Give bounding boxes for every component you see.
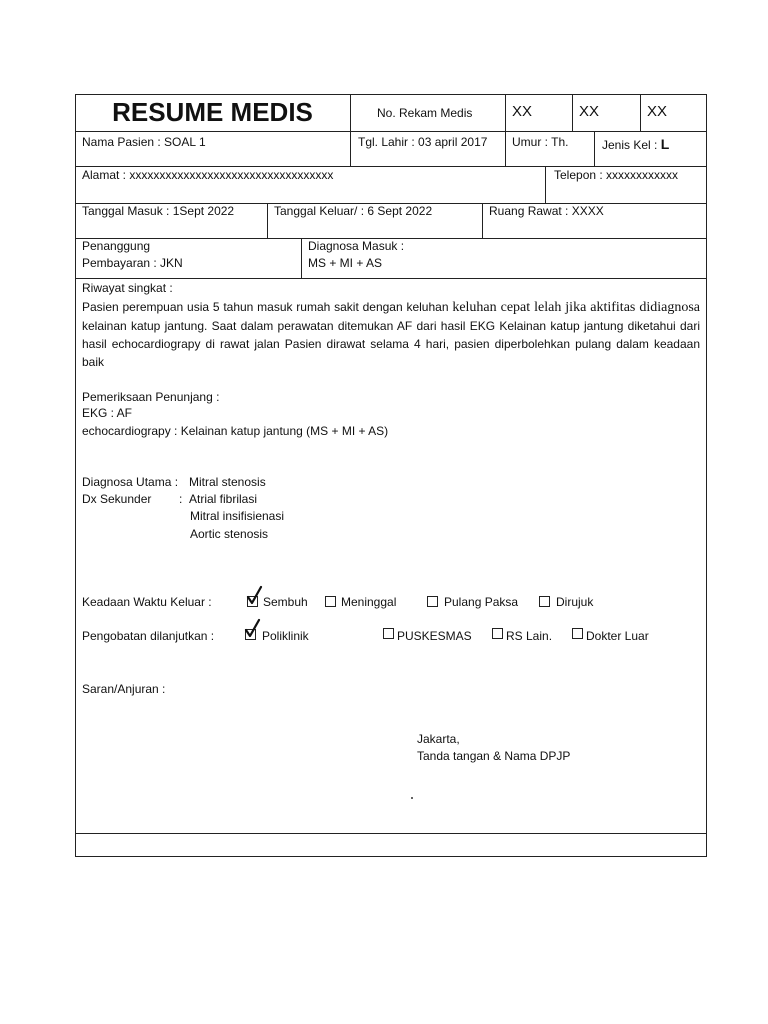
penunjang-label: Pemeriksaan Penunjang : <box>82 390 220 404</box>
form-title: RESUME MEDIS <box>112 97 313 127</box>
dx-sekunder-item: Atrial fibrilasi <box>189 492 258 506</box>
rekam-medis-value-3: XX <box>647 103 668 120</box>
riwayat-text-part1: Pasien perempuan usia 5 tahun masuk rumah sakit dengan keluhan <box>82 300 453 314</box>
col-divider <box>594 131 595 166</box>
checkbox-puskesmas[interactable] <box>383 628 394 639</box>
checkbox-meninggal[interactable] <box>325 596 336 607</box>
alamat: Alamat : xxxxxxxxxxxxxxxxxxxxxxxxxxxxxxxxxx <box>82 168 334 182</box>
penanggung-label: Penanggung <box>82 239 151 253</box>
rekam-medis-value-2: XX <box>579 103 600 120</box>
col-divider <box>640 94 641 131</box>
col-divider <box>350 94 351 166</box>
jenis-kelamin <box>602 136 669 153</box>
riwayat-text-serif: keluhan cepat lelah jika aktifitas didiagnosa <box>452 300 700 315</box>
diagnosa-utama-value: Mitral stenosis <box>189 475 266 489</box>
rekam-medis-label: No. Rekam Medis <box>377 106 473 120</box>
col-divider <box>267 203 268 238</box>
dx-sekunder-label: Dx Sekunder <box>82 492 152 506</box>
tanggal-keluar: Tanggal Keluar/ : 6 Sept 2022 <box>274 204 433 218</box>
option-sembuh: Sembuh <box>263 595 308 609</box>
row-divider <box>75 833 707 834</box>
option-dokter-luar: Dokter Luar <box>586 629 649 643</box>
keadaan-label: Keadaan Waktu Keluar : <box>82 595 212 609</box>
nama-pasien: Nama Pasien : SOAL 1 <box>82 135 206 149</box>
option-meninggal: Meninggal <box>341 595 397 609</box>
saran-label: Saran/Anjuran : <box>82 682 166 696</box>
diagnosa-masuk-value: MS + MI + AS <box>308 256 383 270</box>
checkbox-pulang-paksa[interactable] <box>427 596 438 607</box>
dx-sekunder-item: Aortic stenosis <box>190 527 269 541</box>
jenis-kelamin-label: Jenis Kel : <box>602 138 661 152</box>
row-divider <box>75 278 707 279</box>
col-divider <box>505 94 506 166</box>
penunjang-ekg: EKG : AF <box>82 406 133 420</box>
dx-sekunder-colon: : <box>179 492 183 506</box>
option-puskesmas: PUSKESMAS <box>397 629 472 643</box>
penanggung-pembayaran: Pembayaran : JKN <box>82 256 183 270</box>
diagnosa-utama-label: Diagnosa Utama : <box>82 475 179 489</box>
tgl-lahir: Tgl. Lahir : 03 april 2017 <box>358 135 488 149</box>
checkbox-dirujuk[interactable] <box>539 596 550 607</box>
col-divider <box>572 94 573 131</box>
signature-label: Tanda tangan & Nama DPJP <box>417 749 571 763</box>
row-divider <box>75 131 707 132</box>
signature-place: Jakarta, <box>417 732 460 746</box>
umur: Umur : Th. <box>512 135 569 149</box>
option-pulang-paksa: Pulang Paksa <box>444 595 519 609</box>
pengobatan-label: Pengobatan dilanjutkan : <box>82 629 215 643</box>
tanggal-masuk: Tanggal Masuk : 1Sept 2022 <box>82 204 235 218</box>
option-rs-lain: RS Lain. <box>506 629 553 643</box>
dx-sekunder-item: Mitral insifisienasi <box>190 509 285 523</box>
penunjang-echo: echocardiograpy : Kelainan katup jantung (MS + MI + AS) <box>82 424 389 438</box>
check-mark-icon <box>243 618 261 638</box>
signature-dot <box>411 797 413 799</box>
check-mark-icon <box>245 585 263 605</box>
col-divider <box>301 238 302 278</box>
checkbox-rs-lain[interactable] <box>492 628 503 639</box>
checkbox-dokter-luar[interactable] <box>572 628 583 639</box>
riwayat-text <box>82 298 700 371</box>
riwayat-text-part2: kelainan katup jantung. Saat dalam perawatan ditemukan AF dari hasil EKG Kelainan katup jantung diketahui dari hasil echocardiograpy di rawat jalan Pasien dirawat selama 4 hari, pasien diperbolehkan pulang dalam keadaan baik <box>82 319 700 369</box>
ruang-rawat: Ruang Rawat : XXXX <box>489 204 604 218</box>
telepon: Telepon : xxxxxxxxxxxx <box>554 168 679 182</box>
option-dirujuk: Dirujuk <box>556 595 594 609</box>
diagnosa-masuk-label: Diagnosa Masuk : <box>308 239 405 253</box>
col-divider <box>545 166 546 203</box>
option-poliklinik: Poliklinik <box>262 629 309 643</box>
col-divider <box>482 203 483 238</box>
rekam-medis-value-1: XX <box>512 103 533 120</box>
jenis-kelamin-value: L <box>660 136 670 152</box>
riwayat-label: Riwayat singkat : <box>82 281 173 295</box>
